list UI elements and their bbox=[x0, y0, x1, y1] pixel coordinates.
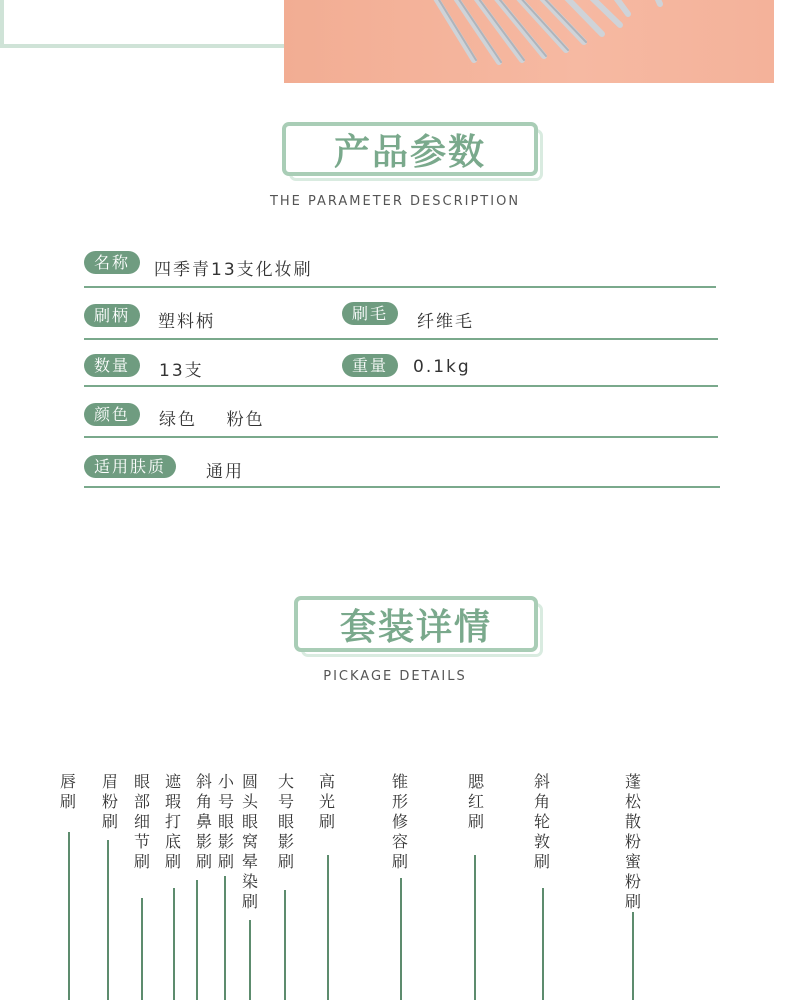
brush-label: 眉粉刷 bbox=[101, 772, 118, 831]
row-divider bbox=[84, 286, 716, 288]
brush-leader-line bbox=[196, 880, 198, 1000]
param-value-name: 四季青13支化妆刷 bbox=[154, 260, 313, 280]
row-divider bbox=[84, 436, 718, 438]
param-label-skin-type: 适用肤质 bbox=[84, 455, 176, 478]
row-divider bbox=[84, 338, 718, 340]
brush-leader-line bbox=[327, 855, 329, 1000]
brush-label: 小号眼影刷 bbox=[217, 772, 234, 871]
package-title: 套装详情 bbox=[339, 606, 492, 648]
brush-label: 斜角轮敦刷 bbox=[533, 772, 550, 871]
brush-leader-line bbox=[632, 912, 634, 1000]
brush-label: 斜角鼻影刷 bbox=[195, 772, 212, 871]
param-label-weight: 重量 bbox=[342, 354, 398, 377]
brush-leader-line bbox=[249, 920, 251, 1000]
brush-label: 高光刷 bbox=[318, 772, 335, 831]
brush-label: 蓬松散粉蜜粉刷 bbox=[624, 772, 641, 911]
param-value-skin-type: 通用 bbox=[206, 462, 244, 482]
param-label-name: 名称 bbox=[84, 251, 140, 274]
brush-leader-line bbox=[224, 876, 226, 1000]
param-value-color: 绿色 粉色 bbox=[159, 410, 265, 430]
brush-label: 遮瑕打底刷 bbox=[164, 772, 181, 871]
brush-leader-line bbox=[542, 888, 544, 1000]
brush-label: 眼部细节刷 bbox=[133, 772, 150, 871]
param-label-quantity: 数量 bbox=[84, 354, 140, 377]
param-label-bristle: 刷毛 bbox=[342, 302, 398, 325]
brush-label: 锥形修容刷 bbox=[391, 772, 408, 871]
brush-label: 大号眼影刷 bbox=[277, 772, 294, 871]
parameters-subtitle: THE PARAMETER DESCRIPTION bbox=[269, 194, 521, 209]
brush-label: 圆头眼窝晕染刷 bbox=[241, 772, 258, 911]
hero-product-photo bbox=[284, 0, 774, 83]
hero-frame bbox=[0, 0, 284, 48]
brush-label: 腮红刷 bbox=[467, 772, 484, 831]
row-divider bbox=[84, 486, 720, 488]
brush-leader-line bbox=[474, 855, 476, 1000]
brush-leader-line bbox=[400, 878, 402, 1000]
param-value-bristle: 纤维毛 bbox=[417, 312, 474, 332]
param-value-handle: 塑料柄 bbox=[158, 312, 215, 332]
parameters-title: 产品参数 bbox=[333, 131, 486, 173]
brush-leader-line bbox=[141, 898, 143, 1000]
param-value-quantity: 13支 bbox=[159, 361, 204, 381]
brush-leader-line bbox=[173, 888, 175, 1000]
param-label-handle: 刷柄 bbox=[84, 304, 140, 327]
package-subtitle: PICKAGE DETAILS bbox=[323, 669, 467, 684]
brush-leader-line bbox=[284, 890, 286, 1000]
package-title-box bbox=[294, 596, 538, 652]
brush-label: 唇刷 bbox=[59, 772, 76, 811]
brush-leader-line bbox=[107, 840, 109, 1000]
brush-leader-line bbox=[68, 832, 70, 1000]
row-divider bbox=[84, 385, 718, 387]
parameters-title-box bbox=[282, 122, 538, 176]
param-label-color: 颜色 bbox=[84, 403, 140, 426]
param-value-weight: 0.1kg bbox=[413, 357, 471, 377]
